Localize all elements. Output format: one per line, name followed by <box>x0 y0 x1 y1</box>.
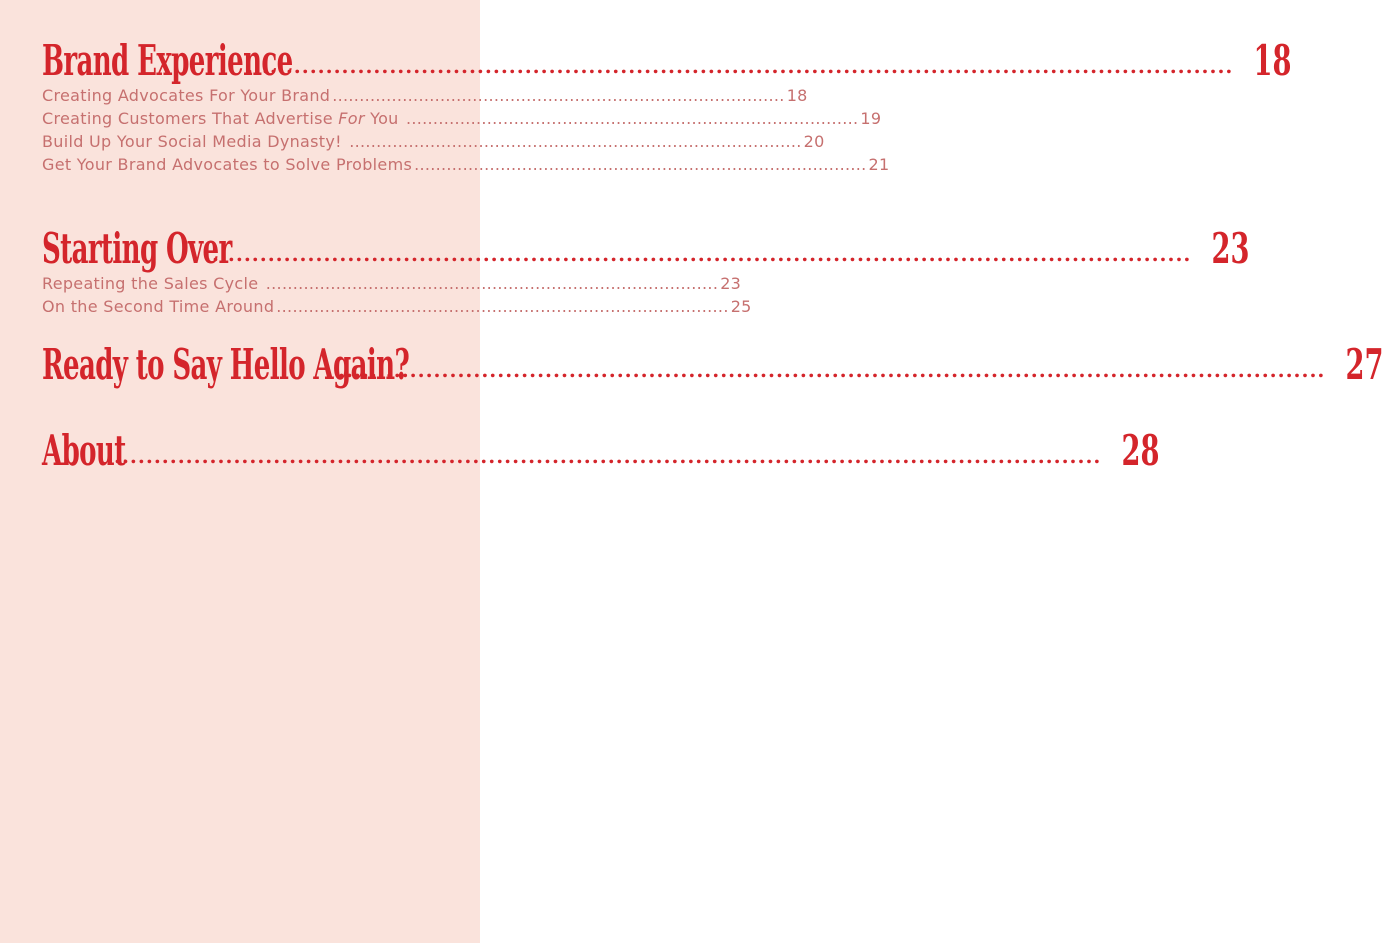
toc-entry-title: Creating Advocates For Your Brand <box>42 86 331 105</box>
dot-leader: .................................................................................... <box>349 132 802 151</box>
toc-heading-title: Brand Experience <box>42 36 293 85</box>
toc-heading-title: Starting Over <box>42 224 241 273</box>
dot-leader: ............................................................................................................................ <box>246 54 1234 78</box>
toc-entry-page: 25 <box>730 297 752 316</box>
toc-entry-title: Repeating the Sales Cycle <box>42 274 264 293</box>
toc-heading[interactable] <box>42 340 1384 389</box>
toc-entry-title-emphasis: For <box>338 109 365 128</box>
toc-entry-title: Get Your Brand Advocates to Solve Problems <box>42 155 413 174</box>
toc-entry-page: 18 <box>786 86 808 105</box>
toc-entry[interactable] <box>42 295 752 318</box>
dot-leader: .................................................................................... <box>332 86 785 105</box>
dot-leader: .................................................................................... <box>265 274 719 293</box>
dot-leader: .................................................................................... <box>276 297 729 316</box>
toc-section-about <box>42 426 1160 475</box>
dot-leader: ............................................................................................................................ <box>114 444 1102 468</box>
toc-heading[interactable] <box>42 426 1160 475</box>
toc-heading[interactable] <box>42 36 1292 85</box>
toc-entry[interactable] <box>42 107 882 130</box>
toc-entry-title: On the Second Time Around <box>42 297 275 316</box>
toc-entry-page: 20 <box>803 132 825 151</box>
toc-entry[interactable] <box>42 153 890 176</box>
dot-leader: .................................................................................... <box>406 109 859 128</box>
toc-heading-page: 28 <box>1121 426 1160 475</box>
toc-entry-page: 21 <box>868 155 890 174</box>
toc-section-ready-to-say-hello-again <box>42 340 1384 389</box>
toc-heading-title: Ready to Say Hello Again? <box>42 340 410 389</box>
toc-entry-page: 23 <box>720 274 742 293</box>
toc-entry[interactable] <box>42 272 742 295</box>
toc-section-brand-experience <box>42 36 1292 176</box>
dot-leader: .................................................................................... <box>414 155 867 174</box>
toc-entry[interactable] <box>42 84 808 107</box>
toc-entry-title: Creating Customers That Advertise <box>42 109 339 128</box>
toc-heading-page: 18 <box>1253 36 1292 85</box>
toc-entry-page: 19 <box>860 109 882 128</box>
toc-heading-page: 27 <box>1345 340 1384 389</box>
dot-leader: ............................................................................................................................ <box>338 358 1326 382</box>
toc-heading-page: 23 <box>1211 224 1250 273</box>
toc-entry[interactable] <box>42 130 825 153</box>
toc-entry-title: Build Up Your Social Media Dynasty! <box>42 132 348 151</box>
toc-heading-title: About <box>42 426 126 475</box>
toc-section-starting-over <box>42 224 1250 318</box>
toc-heading[interactable] <box>42 224 1250 273</box>
dot-leader: ............................................................................................................................ <box>204 242 1192 266</box>
toc-entry-title-end: You <box>364 109 404 128</box>
